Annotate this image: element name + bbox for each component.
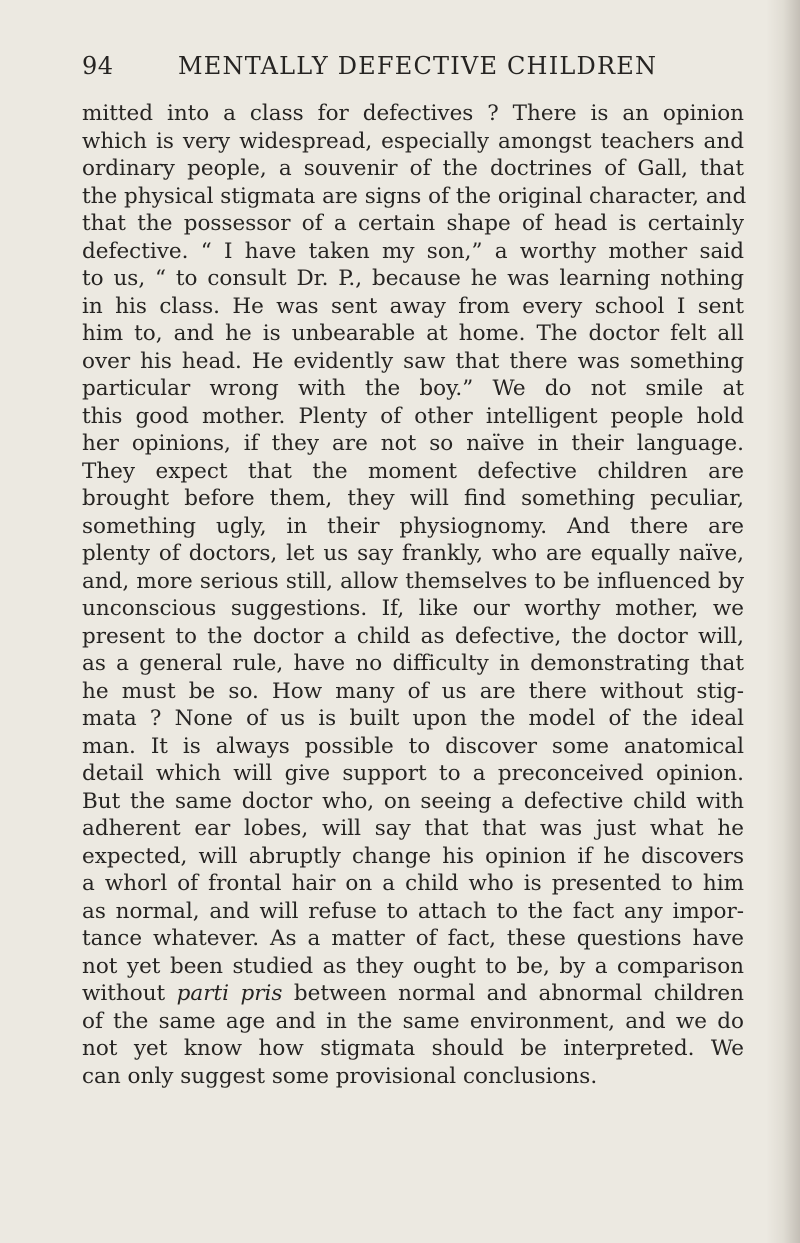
text-line: something ugly, in their physiognomy. And there are [82,513,744,539]
text-line: this good mother. Plenty of other intelligent people hold [82,403,744,429]
text-line: present to the doctor a child as defective, the doctor will, [82,623,744,649]
text-line: which is very widespread, especially amongst teachers and [82,128,744,154]
text-line: a whorl of frontal hair on a child who is presented to him [82,871,744,896]
text-line: expected, will abruptly change his opinion if he discovers [82,843,744,869]
body-paragraph [82,100,747,1090]
text-line: particular wrong with the boy.” We do not smile at [82,376,744,401]
text-line: the physical stigmata are signs of the original character, and [82,183,747,209]
text-line: over his head. He evidently saw that there was something [82,348,744,374]
text-line: brought before them, they will find something peculiar, [82,486,744,511]
text-line: adherent ear lobes, will say that that was just what he [82,816,744,841]
text-segment: between normal and abnormal children [293,981,744,1006]
text-line: to us, “ to consult Dr. P., because he was learning nothing [82,266,744,291]
running-head [82,52,752,92]
text-line: that the possessor of a certain shape of head is certainly [82,211,744,236]
text-line: detail which will give support to a preconceived opinion. [82,761,744,786]
text-line: in his class. He was sent away from every school I sent [82,293,744,319]
text-line: as a general rule, have no difficulty in demonstrating that [82,651,744,676]
text-line: ordinary people, a souvenir of the doctrines of Gall, that [82,156,744,181]
text-line: tance whatever. As a matter of fact, these questions have [82,926,744,951]
text-line: plenty of doctors, let us say frankly, who are equally naïve, [82,541,744,566]
text-line: not yet know how stigmata should be interpreted. We [82,1036,744,1061]
text-line: of the same age and in the same environment, and we do [82,1008,744,1034]
text-line: mitted into a class for defectives ? There is an opinion [82,101,744,126]
running-title: MENTALLY DEFECTIVE CHILDREN [178,52,658,80]
text-line: he must be so. How many of us are there without stig- [82,678,744,704]
text-line: defective. “ I have taken my son,” a worthy mother said [82,238,744,264]
text-line: her opinions, if they are not so naïve in their language. [82,431,744,456]
text-line: him to, and he is unbearable at home. The doctor felt all [82,321,744,346]
text-line: unconscious suggestions. If, like our worthy mother, we [82,596,744,621]
text-line: not yet been studied as they ought to be, by a comparison [82,953,744,979]
text-line [82,980,744,1008]
page-number: 94 [82,52,114,80]
text-line: But the same doctor who, on seeing a defective child with [82,788,744,814]
text-segment: without [82,981,166,1006]
text-line: They expect that the moment defective children are [82,458,744,484]
page-edge-shadow [766,0,800,1243]
italic-phrase: parti pris [176,981,283,1006]
text-line: mata ? None of us is built upon the model of the ideal [82,706,744,731]
text-line: as normal, and will refuse to attach to the fact any impor- [82,898,744,924]
text-line: man. It is always possible to discover some anatomical [82,733,744,759]
text-line: can only suggest some provisional conclusions. [82,1063,598,1089]
text-line: and, more serious still, allow themselves to be influenced by [82,568,744,594]
